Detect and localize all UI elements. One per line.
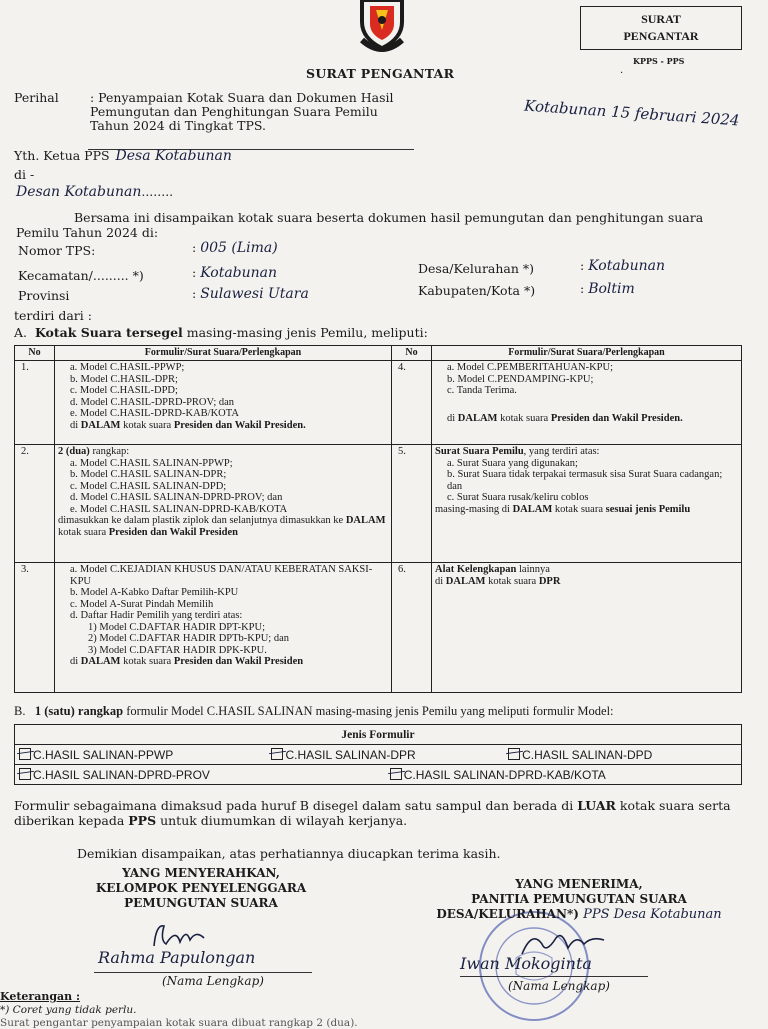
footer-mid: kotak suara (120, 419, 174, 431)
terdiri-label: terdiri dari : (14, 308, 92, 323)
footer-mid: kotak suara (497, 412, 551, 424)
row-footer (435, 504, 738, 516)
kabupaten-label: Kabupaten/Kota *) (418, 283, 536, 298)
list-item: b. Surat Suara tidak terpakai termasuk sisa Surat Suara cadangan; dan (447, 469, 723, 492)
list-item: b. Model A-Kabko Daftar Pemilih-KPU (70, 587, 239, 598)
row-cell-6 (432, 563, 742, 693)
sig-right-desa-label: DESA/KELURAHAN*) (436, 907, 579, 921)
list-item: b. Model C.HASIL-DPR; (70, 373, 178, 385)
corner-title-line1: SURAT (641, 12, 681, 26)
footer-mid: kotak suara (485, 575, 539, 587)
intro-paragraph: Bersama ini disampaikan kotak suara beserta dokumen hasil pemungutan dan penghitungan suara Pemilu Tahun 2024 di: (16, 210, 704, 240)
lead-bold: Alat Kelengkapan (435, 564, 517, 575)
nomor-tps-label: Nomor TPS: (18, 243, 96, 258)
row-footer (435, 576, 738, 588)
perihal-label: Perihal (14, 90, 59, 105)
row-lead (435, 446, 738, 458)
row-cell-5 (432, 445, 742, 563)
sig-right-title-1: YANG MENERIMA, (515, 877, 643, 891)
col-form-left: Formulir/Surat Suara/Perlengkapan (55, 346, 392, 361)
recipient-value: Desa Kotabunan (115, 148, 232, 164)
section-a-heading (14, 325, 428, 340)
item-list (58, 564, 388, 622)
sub-list-item: 3) Model C.DAFTAR HADIR DPK-KPU. (88, 644, 267, 656)
jenis-option-4[interactable] (15, 765, 386, 785)
row-footer (435, 413, 738, 425)
row-cell-3 (55, 563, 392, 693)
desa-label: Desa/Kelurahan *) (418, 261, 535, 276)
section-b-letter: B. (14, 704, 26, 718)
items-table-header (15, 346, 742, 361)
checkbox-dpd[interactable] (508, 748, 520, 760)
row-cell-4 (432, 361, 742, 445)
section-a-title-bold: Kotak Suara tersegel (34, 325, 183, 340)
list-item: e. Model C.HASIL-DPRD-KAB/KOTA (70, 408, 239, 419)
location-dots: ........ (141, 184, 174, 199)
footer-bold-1: DALAM (80, 656, 121, 667)
recipient-label: Yth. Ketua PPS (14, 148, 110, 163)
footer-bold-2: sesuai jenis Pemilu (605, 503, 691, 515)
checkbox-dpr[interactable] (271, 748, 283, 760)
list-item: a. Model C.PEMBERITAHUAN-KPU; (447, 362, 613, 373)
sig-right-desa-value: PPS Desa Kotabunan (583, 907, 722, 922)
list-item: c. Tanda Terima. (447, 385, 517, 396)
sub-item-list (58, 622, 388, 657)
lead-bold: Surat Suara Pemilu (435, 446, 524, 457)
signer-left-name: Rahma Papulongan (98, 948, 256, 967)
list-item: d. Daftar Hadir Pemilih yang terdiri atas: (70, 610, 243, 621)
signature-block-left (76, 866, 326, 911)
desa-value-line: : Kotabunan (580, 258, 666, 274)
section-b-heading (14, 704, 614, 719)
provinsi-value-line: : Sulawesi Utara (192, 286, 309, 302)
section-a-letter: A. (14, 325, 28, 340)
option-label: C.HASIL SALINAN-DPD (522, 747, 653, 762)
row-no: 2. (15, 445, 55, 563)
signer-right-caption: (Nama Lengkap) (508, 979, 610, 993)
kecamatan-value-line: : Kotabunan (192, 265, 278, 281)
signer-right-name: Iwan Mokoginta (460, 954, 592, 973)
footer-mid: kotak suara (58, 526, 109, 538)
list-item: c. Model C.HASIL-DPD; (70, 385, 178, 396)
provinsi-label: Provinsi (18, 288, 70, 303)
list-item: e. Model C.HASIL SALINAN-DPRD-KAB/KOTA (70, 503, 288, 515)
section-a-title-rest: masing-masing jenis Pemilu, meliputi: (182, 325, 428, 340)
row-lead (58, 446, 388, 458)
jenis-row (15, 745, 742, 765)
footer-bold-1: DALAM (445, 575, 486, 587)
jenis-option-1[interactable] (15, 745, 268, 765)
row-no: 4. (392, 361, 432, 445)
footer-bold-2: Presiden dan Wakil Presiden (108, 526, 238, 538)
sub-list-item: 2) Model C.DAFTAR HADIR DPTb-KPU; dan (88, 633, 289, 644)
lead-bold: 2 (dua) (58, 446, 90, 457)
lead-rest: , yang terdiri atas: (523, 446, 600, 457)
item-list (58, 362, 388, 420)
corner-code: KPPS - PPS (633, 56, 685, 66)
closing-paragraph-1 (14, 798, 744, 828)
list-item: d. Model C.HASIL SALINAN-DPRD-PROV; dan (70, 492, 283, 503)
list-item: a. Model C.HASIL-PPWP; (70, 362, 185, 373)
row-no: 5. (392, 445, 432, 563)
sig-left-title-1: YANG MENYERAHKAN, (122, 866, 280, 880)
sub-list-item: 1) Model C.DAFTAR HADIR DPT-KPU; (88, 621, 265, 633)
desa-value: Kotabunan (588, 258, 666, 274)
para1-post: untuk diumumkan di wilayah kerjanya. (156, 813, 408, 828)
footer-pre: di (447, 412, 458, 424)
kecamatan-label: Kecamatan/......... *) (18, 268, 144, 283)
handwritten-date: Kotabunan 15 februari 2024 (523, 96, 741, 130)
row-no: 1. (15, 361, 55, 445)
list-item: c. Model C.HASIL SALINAN-DPD; (70, 480, 227, 492)
para1-bold-2: PPS (128, 813, 157, 828)
row-footer (58, 420, 388, 432)
item-list (58, 458, 388, 516)
row-footer (58, 515, 388, 538)
list-item: c. Surat Suara rusak/keliru coblos (447, 492, 589, 503)
option-label: C.HASIL SALINAN-DPRD-PROV (33, 767, 210, 782)
list-item: a. Surat Suara yang digunakan; (447, 457, 578, 469)
provinsi-value: Sulawesi Utara (200, 286, 309, 302)
closing-paragraph-2: Demikian disampaikan, atas perhatiannya diucapkan terima kasih. (77, 846, 501, 861)
location-line (16, 184, 173, 200)
list-item: b. Model C.PENDAMPING-KPU; (447, 373, 594, 385)
para1-pre: Formulir sebagaimana dimaksud pada huruf B disegel dalam satu sampul dan berada di (14, 798, 578, 813)
nomor-tps-value-line: : 005 (Lima) (192, 240, 278, 256)
table-row (15, 445, 742, 563)
note-copies: Surat pengantar penyampaian kotak suara dibuat rangkap 2 (dua). (0, 1017, 358, 1029)
nomor-tps-value: 005 (Lima) (200, 240, 278, 256)
perihal-text: : Penyampaian Kotak Suara dan Dokumen Hasil Pemungutan dan Penghitungan Suara Pemilu Tahun 2024 di Tingkat TPS. (90, 90, 394, 133)
footer-bold-1: DALAM (80, 419, 121, 431)
footer-pre: di (70, 419, 81, 431)
items-table (14, 345, 742, 693)
jenis-option-2[interactable] (267, 745, 504, 765)
location-value: Desan Kotabunan (16, 184, 142, 200)
signature-block-right (404, 877, 754, 922)
corner-title-line2: PENGANTAR (623, 29, 699, 43)
footer-pre: masing-masing di (435, 503, 513, 515)
note-strike-out: *) Coret yang tidak perlu. (0, 1004, 137, 1016)
signer-left-line (94, 972, 312, 973)
footer-pre: di (70, 656, 81, 667)
para1-mid: kotak suara serta diberikan kepada (14, 798, 731, 828)
section-b-bold: 1 (satu) rangkap (34, 704, 124, 718)
col-no-left: No (15, 346, 55, 361)
sig-right-desa (404, 907, 754, 922)
jenis-header-row (15, 725, 742, 745)
lead-rest: lainnya (516, 564, 550, 575)
footer-bold-2: Presiden dan Wakil Presiden. (173, 419, 306, 431)
jenis-row (15, 765, 742, 785)
row-no: 3. (15, 563, 55, 693)
row-cell-1 (55, 361, 392, 445)
row-cell-2 (55, 445, 392, 563)
list-item: a. Model C.HASIL SALINAN-PPWP; (70, 457, 233, 469)
signer-left-caption: (Nama Lengkap) (162, 974, 264, 988)
footer-bold-1: DALAM (345, 515, 386, 526)
recipient-line (14, 148, 232, 164)
table-row (15, 563, 742, 693)
spacer (435, 397, 738, 413)
notes-heading: Keterangan : (0, 990, 81, 1003)
item-list (435, 362, 738, 397)
checkbox-dprd-prov[interactable] (19, 768, 31, 780)
footer-mid: kotak suara (120, 656, 174, 667)
location-label: di - (14, 167, 35, 182)
kpu-logo-icon (350, 0, 414, 52)
option-label: C.HASIL SALINAN-DPR (285, 747, 416, 762)
footer-mid: kotak suara (552, 503, 606, 515)
para1-bold-1: LUAR (577, 798, 616, 813)
col-no-right: No (392, 346, 432, 361)
jenis-option-5[interactable] (386, 765, 742, 785)
document-title: SURAT PENGANTAR (306, 66, 455, 81)
footer-pre: di (435, 575, 446, 587)
table-row (15, 361, 742, 445)
jenis-formulir-table (14, 724, 742, 785)
signer-right-line (460, 976, 648, 977)
sig-left-title-3: PEMUNGUTAN SUARA (124, 896, 278, 910)
option-label: C.HASIL SALINAN-DPRD-KAB/KOTA (403, 767, 606, 782)
row-no: 6. (392, 563, 432, 693)
checkbox-ppwp[interactable] (19, 748, 31, 760)
footer-bold-1: DALAM (457, 412, 498, 424)
item-list (435, 458, 738, 504)
row-footer (58, 656, 388, 668)
footer-pre: dimasukkan ke dalam plastik ziplok dan selanjutnya dimasukkan ke (58, 515, 346, 526)
footer-bold-2: DPR (538, 575, 561, 587)
jenis-header: Jenis Formulir (15, 725, 742, 745)
list-item: d. Model C.HASIL-DPRD-PROV; dan (70, 396, 235, 408)
sig-right-title-2: PANITIA PEMUNGUTAN SUARA (471, 892, 687, 906)
footer-bold-1: DALAM (512, 503, 553, 515)
sig-left-title-2: KELOMPOK PENYELENGGARA (95, 881, 307, 895)
checkbox-dprd-kab-kota[interactable] (390, 768, 402, 780)
kabupaten-value-line: : Boltim (580, 281, 635, 297)
corner-title-box (580, 6, 742, 50)
kecamatan-value: Kotabunan (200, 265, 278, 281)
list-item: c. Model A-Surat Pindah Memilih (70, 598, 214, 610)
col-form-right: Formulir/Surat Suara/Perlengkapan (432, 346, 742, 361)
section-b-rest: formulir Model C.HASIL SALINAN masing-masing jenis Pemilu yang meliputi formulir Model: (123, 704, 614, 718)
row-lead (435, 564, 738, 576)
option-label: C.HASIL SALINAN-PPWP (33, 747, 174, 762)
kabupaten-value: Boltim (588, 281, 635, 297)
footer-bold-2: Presiden dan Wakil Presiden (173, 656, 304, 667)
list-item: b. Model C.HASIL SALINAN-DPR; (70, 469, 227, 480)
list-item: a. Model C.KEJADIAN KHUSUS DAN/ATAU KEBERATAN SAKSI-KPU (70, 564, 373, 587)
jenis-option-3[interactable] (504, 745, 741, 765)
corner-dot: · (620, 68, 624, 79)
lead-rest: rangkap: (89, 446, 130, 457)
footer-bold-2: Presiden dan Wakil Presiden. (550, 412, 683, 424)
